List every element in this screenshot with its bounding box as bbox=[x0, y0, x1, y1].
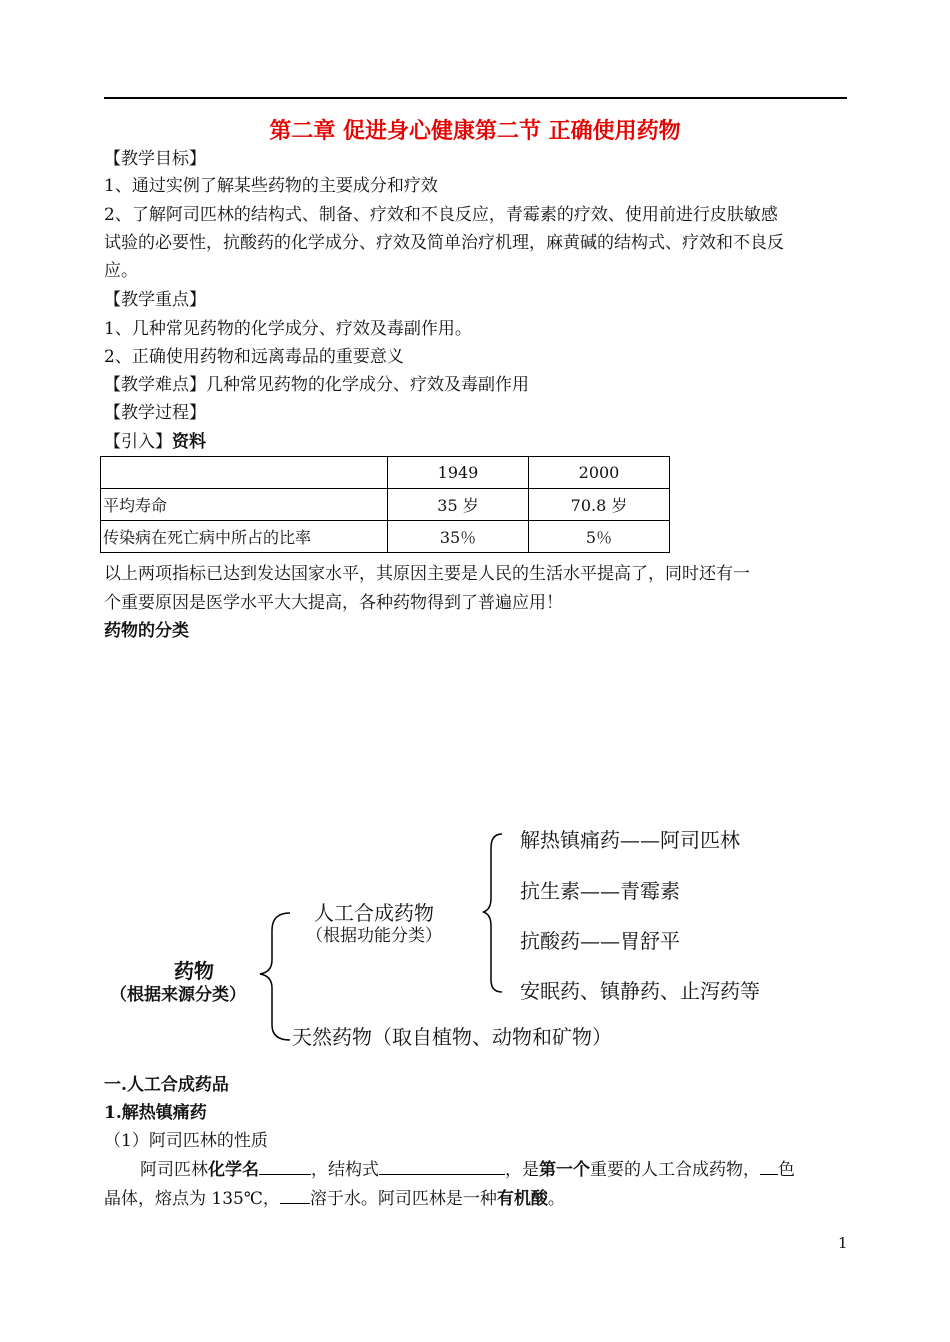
para-text: 阿司匹林 bbox=[140, 1160, 208, 1180]
answer-blank[interactable] bbox=[259, 1174, 311, 1175]
answer-blank[interactable] bbox=[760, 1174, 778, 1175]
page-number: 1 bbox=[838, 1234, 848, 1252]
difficulty-line: 【教学难点】几种常见药物的化学成分、疗效及毒副作用 bbox=[104, 375, 529, 395]
objective-item-cont: 试验的必要性，抗酸药的化学成分、疗效及简单治疗机理，麻黄碱的结构式、疗效和不良反 bbox=[104, 233, 784, 253]
table-cell: 平均寿命 bbox=[101, 489, 388, 521]
subsection-heading: 1.解热镇痛药 bbox=[104, 1103, 207, 1123]
intro-bracket: 【引入】 bbox=[104, 432, 172, 452]
para-bold: 第一个 bbox=[539, 1160, 590, 1180]
root-brace bbox=[260, 913, 290, 1040]
process-heading: 【教学过程】 bbox=[104, 403, 206, 423]
para-text: 重要的人工合成药物， bbox=[590, 1160, 760, 1180]
synthetic-brace bbox=[483, 834, 502, 992]
para-text: ，结构式 bbox=[311, 1160, 379, 1180]
fill-in-paragraph-line1 bbox=[140, 1156, 795, 1184]
para-text: ，是 bbox=[505, 1160, 539, 1180]
intro-label: 资料 bbox=[172, 432, 206, 452]
tree-root: 药物 bbox=[174, 959, 214, 983]
key-points-heading: 【教学重点】 bbox=[104, 290, 206, 310]
tree-synthetic-note: （根据功能分类） bbox=[306, 926, 442, 946]
para-text: 色 bbox=[778, 1160, 795, 1180]
key-point-item: 2、正确使用药物和远离毒品的重要意义 bbox=[104, 347, 404, 367]
tree-leaf: 安眠药、镇静药、止泻药等 bbox=[520, 979, 760, 1003]
objective-item-cont: 应。 bbox=[104, 261, 138, 281]
para-bold: 化学名 bbox=[208, 1160, 259, 1180]
para-text: 。 bbox=[547, 1189, 565, 1209]
page-title: 第二章 促进身心健康第二节 正确使用药物 bbox=[269, 118, 681, 144]
answer-blank[interactable] bbox=[280, 1203, 310, 1204]
table-cell: 35％ bbox=[388, 521, 529, 553]
key-point-item: 1、几种常见药物的化学成分、疗效及毒副作用。 bbox=[104, 319, 472, 339]
tree-natural: 天然药物（取自植物、动物和矿物） bbox=[292, 1025, 612, 1049]
objective-item: 1、通过实例了解某些药物的主要成分和疗效 bbox=[104, 176, 438, 196]
table-cell: 传染病在死亡病中所占的比率 bbox=[101, 521, 388, 553]
table-cell: 70.8 岁 bbox=[529, 489, 670, 521]
fill-in-paragraph-line2 bbox=[104, 1185, 565, 1213]
section-heading: 一.人工合成药品 bbox=[104, 1075, 229, 1095]
tree-leaf: 抗生素——青霉素 bbox=[520, 879, 680, 903]
objective-item: 2、了解阿司匹林的结构式、制备、疗效和不良反应，青霉素的疗效、使用前进行皮肤敏感 bbox=[104, 205, 778, 225]
table-cell: 1949 bbox=[388, 457, 529, 489]
table-cell: 5％ bbox=[529, 521, 670, 553]
tree-synthetic: 人工合成药物 bbox=[314, 901, 434, 925]
para-bold: 有机酸 bbox=[496, 1189, 548, 1209]
table-cell: 2000 bbox=[529, 457, 670, 489]
tree-leaf: 抗酸药——胃舒平 bbox=[520, 929, 680, 953]
tree-root-note: （根据来源分类） bbox=[110, 985, 246, 1005]
paragraph-line: 以上两项指标已达到发达国家水平，其原因主要是人民的生活水平提高了，同时还有一 bbox=[104, 564, 750, 584]
para-text: 晶体，熔点为 135℃， bbox=[104, 1189, 280, 1209]
table-cell: 35 岁 bbox=[388, 489, 529, 521]
item-heading: （1）阿司匹林的性质 bbox=[104, 1131, 268, 1151]
objectives-heading: 【教学目标】 bbox=[104, 149, 206, 169]
paragraph-line: 个重要原因是医学水平大大提高，各种药物得到了普遍应用！ bbox=[104, 593, 563, 613]
classification-heading: 药物的分类 bbox=[104, 621, 189, 641]
answer-blank[interactable] bbox=[379, 1174, 505, 1175]
tree-leaf: 解热镇痛药——阿司匹林 bbox=[520, 828, 740, 852]
para-text: 溶于水。阿司匹林是一种 bbox=[309, 1189, 497, 1209]
